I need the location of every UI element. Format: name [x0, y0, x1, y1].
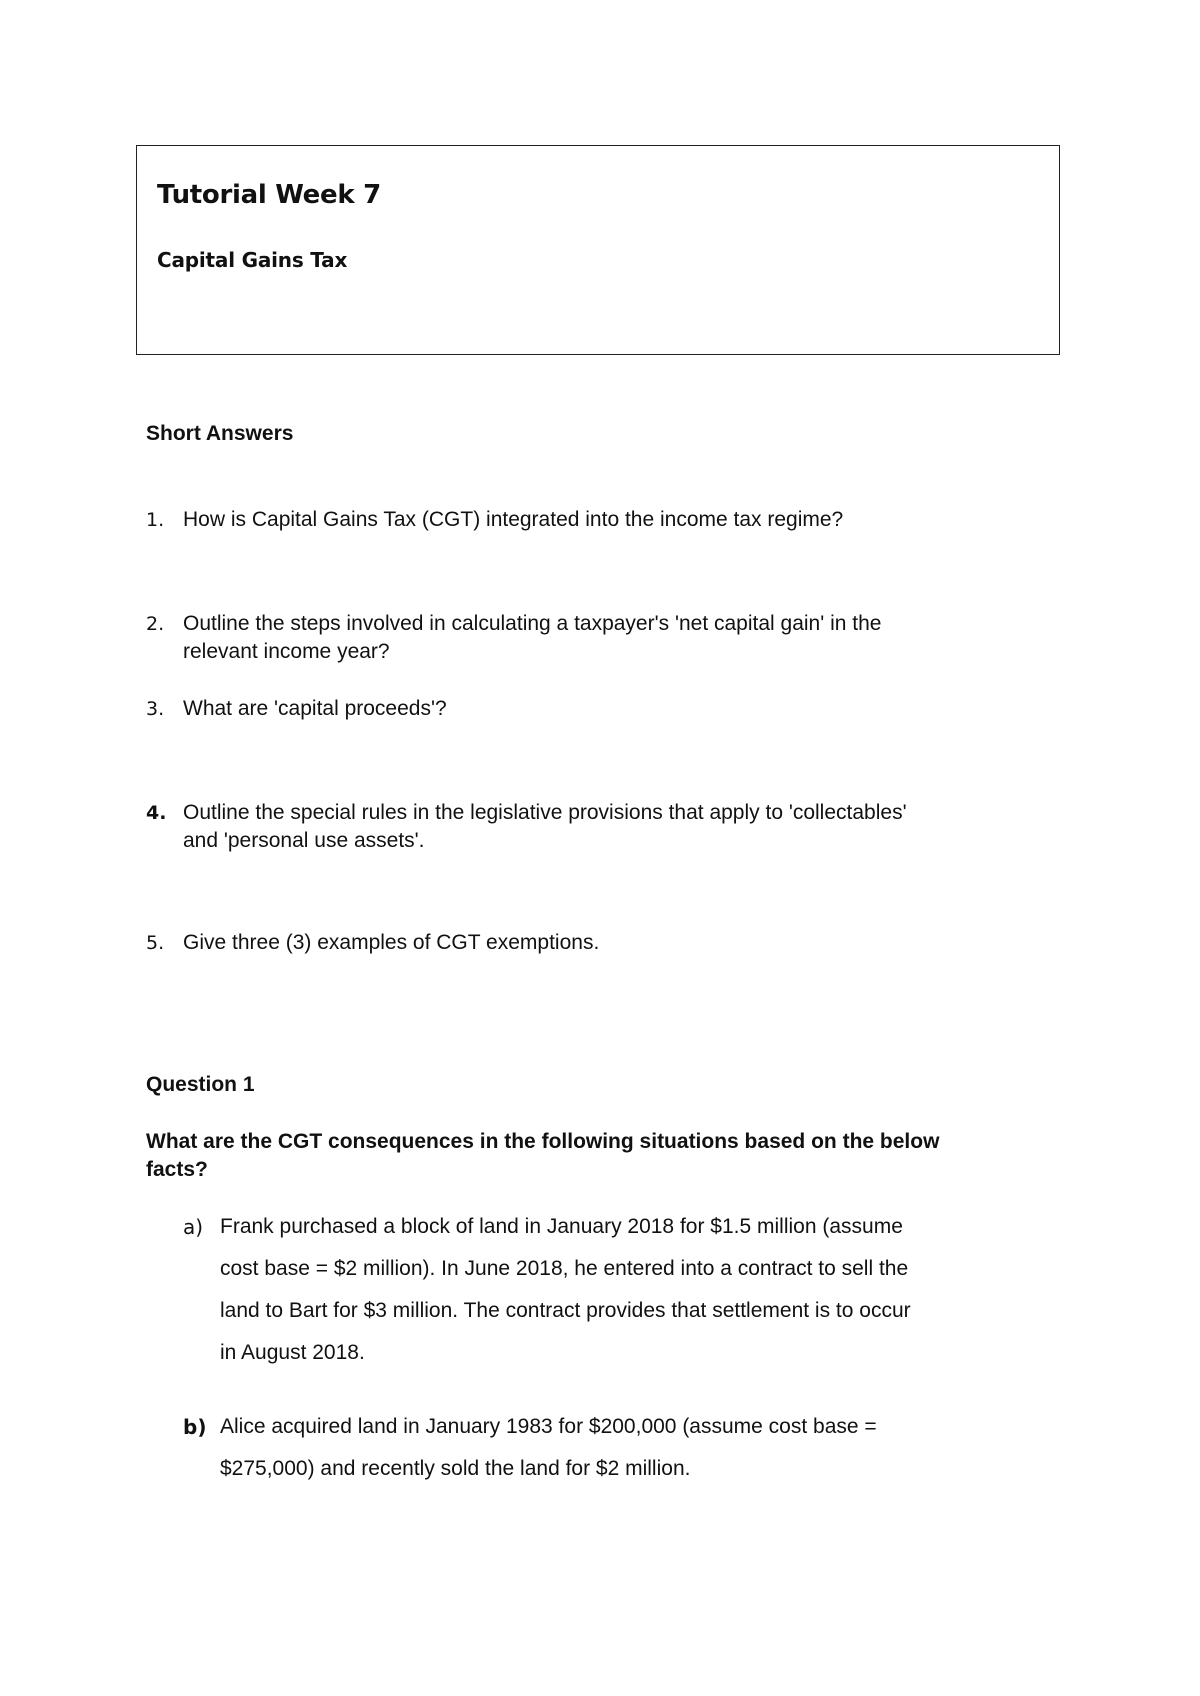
- short-answers-heading: Short Answers: [146, 422, 294, 445]
- part-b-line-2: $275,000) and recently sold the land for $2 million.: [220, 1457, 691, 1480]
- short-answer-3-line-1: What are 'capital proceeds'?: [183, 697, 447, 720]
- short-answer-5-line-1: Give three (3) examples of CGT exemptions.: [183, 931, 600, 954]
- page-title: Tutorial Week 7: [157, 180, 381, 210]
- question-1-prompt-line-1: What are the CGT consequences in the following situations based on the below: [146, 1130, 940, 1153]
- short-answer-2-line-2: relevant income year?: [183, 640, 390, 663]
- short-answer-4-line-1: Outline the special rules in the legislative provisions that apply to 'collectables': [183, 801, 907, 824]
- question-1-prompt-line-2: facts?: [146, 1158, 208, 1181]
- part-a-label: a): [183, 1215, 204, 1239]
- part-a-line-3: land to Bart for $3 million. The contract provides that settlement is to occur: [220, 1299, 911, 1322]
- short-answer-number-1: 1.: [146, 509, 165, 531]
- short-answer-2-line-1: Outline the steps involved in calculating a taxpayer's 'net capital gain' in the: [183, 612, 882, 635]
- short-answer-4-line-2: and 'personal use assets'.: [183, 829, 425, 852]
- part-a-line-4: in August 2018.: [220, 1341, 365, 1364]
- page-subtitle: Capital Gains Tax: [157, 248, 348, 272]
- short-answer-number-4: 4.: [146, 802, 167, 824]
- part-b-line-1: Alice acquired land in January 1983 for $200,000 (assume cost base =: [220, 1415, 877, 1438]
- short-answer-number-5: 5.: [146, 932, 165, 954]
- part-b-label: b): [183, 1415, 207, 1439]
- short-answer-number-3: 3.: [146, 698, 165, 720]
- question-1-heading: Question 1: [146, 1073, 255, 1096]
- short-answer-1-line-1: How is Capital Gains Tax (CGT) integrated into the income tax regime?: [183, 508, 844, 531]
- part-a-line-1: Frank purchased a block of land in January 2018 for $1.5 million (assume: [220, 1215, 903, 1238]
- short-answer-number-2: 2.: [146, 613, 165, 635]
- title-box: [136, 145, 1060, 355]
- part-a-line-2: cost base = $2 million). In June 2018, he entered into a contract to sell the: [220, 1257, 909, 1280]
